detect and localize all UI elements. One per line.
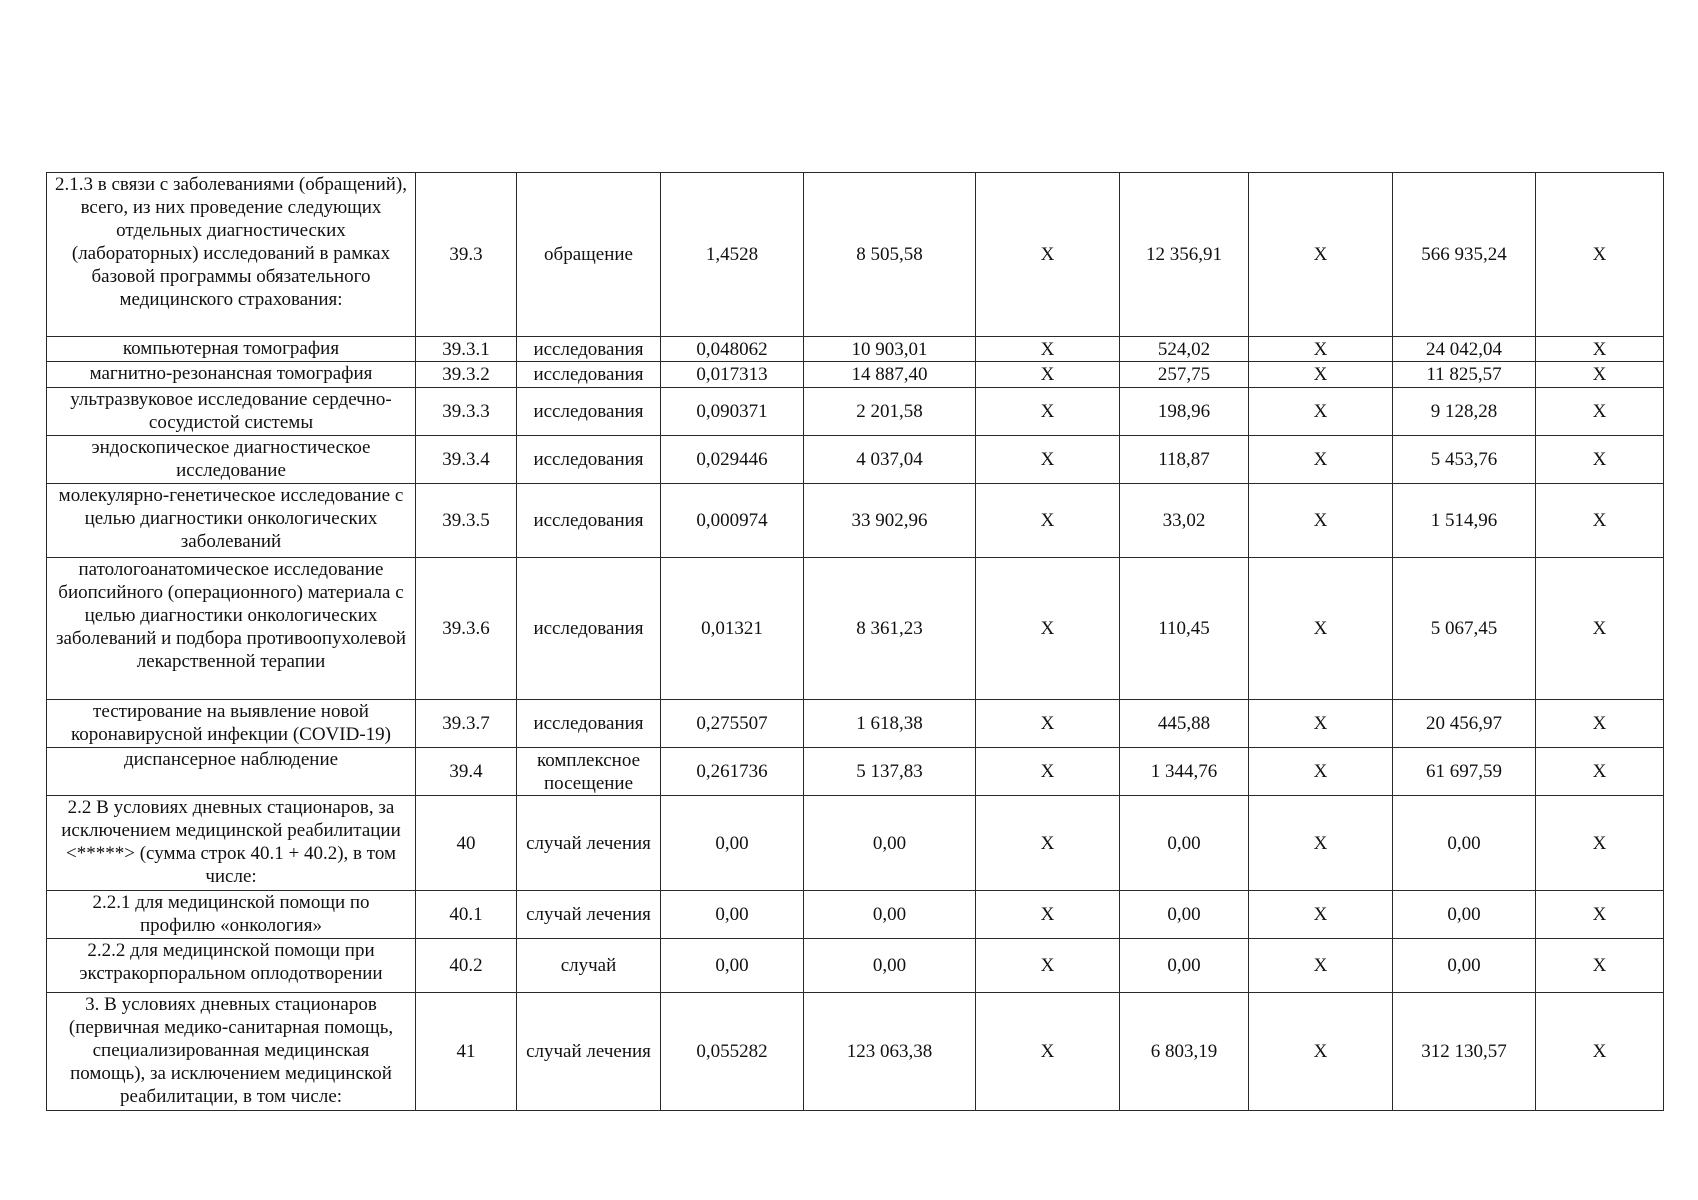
row-norm: 0,000974 [661, 484, 804, 558]
row-name: 2.1.3 в связи с заболеваниями (обращений), всего, из них проведение следующих отдельных диагностических (лабораторных) исследований в рамках базовой программы обязательного медицинского страхования: [47, 173, 416, 337]
row-col7: 6 803,19 [1120, 993, 1249, 1111]
row-col9: 566 935,24 [1393, 173, 1536, 337]
row-unit: случай лечения [517, 993, 661, 1111]
row-name: эндоскопическое диагностическое исследование [47, 436, 416, 484]
row-col8: X [1249, 436, 1393, 484]
row-col8: X [1249, 939, 1393, 993]
row-col10: X [1536, 993, 1664, 1111]
row-name: патологоанатомическое исследование биопсийного (операционного) материала с целью диагностики онкологических заболеваний и подбора противоопухолевой лекарственной терапии [47, 558, 416, 700]
row-col6: X [976, 796, 1120, 891]
row-col8: X [1249, 891, 1393, 939]
row-col6: X [976, 891, 1120, 939]
row-col9: 0,00 [1393, 796, 1536, 891]
row-col7: 0,00 [1120, 891, 1249, 939]
row-cost: 0,00 [804, 939, 976, 993]
row-col6: X [976, 337, 1120, 362]
row-col6: X [976, 436, 1120, 484]
row-unit: исследования [517, 484, 661, 558]
row-name: диспансерное наблюдение [47, 748, 416, 796]
row-col9: 9 128,28 [1393, 388, 1536, 436]
row-col6: X [976, 362, 1120, 388]
row-col6: X [976, 558, 1120, 700]
row-norm: 0,00 [661, 939, 804, 993]
row-col6: X [976, 484, 1120, 558]
row-code: 40 [416, 796, 517, 891]
row-col10: X [1536, 796, 1664, 891]
table-row [47, 436, 1664, 484]
row-norm: 0,275507 [661, 700, 804, 748]
row-col10: X [1536, 436, 1664, 484]
row-col6: X [976, 748, 1120, 796]
row-col9: 20 456,97 [1393, 700, 1536, 748]
row-code: 39.3.3 [416, 388, 517, 436]
row-cost: 8 361,23 [804, 558, 976, 700]
row-code: 39.3.1 [416, 337, 517, 362]
table-body [47, 173, 1664, 1111]
row-unit: исследования [517, 436, 661, 484]
row-name: магнитно-резонансная томография [47, 362, 416, 388]
table-row [47, 700, 1664, 748]
row-code: 39.4 [416, 748, 517, 796]
row-code: 40.1 [416, 891, 517, 939]
row-norm: 0,261736 [661, 748, 804, 796]
row-cost: 4 037,04 [804, 436, 976, 484]
table-row [47, 388, 1664, 436]
row-col9: 11 825,57 [1393, 362, 1536, 388]
row-name: 2.2 В условиях дневных стационаров, за исключением медицинской реабилитации <*****> (сумма строк 40.1 + 40.2), в том числе: [47, 796, 416, 891]
financing-table [46, 172, 1664, 1111]
row-col6: X [976, 173, 1120, 337]
row-col9: 24 042,04 [1393, 337, 1536, 362]
row-col8: X [1249, 558, 1393, 700]
row-unit: исследования [517, 700, 661, 748]
row-col9: 5 067,45 [1393, 558, 1536, 700]
row-unit: комплексное посещение [517, 748, 661, 796]
row-col6: X [976, 939, 1120, 993]
row-col8: X [1249, 337, 1393, 362]
row-col8: X [1249, 362, 1393, 388]
row-col7: 33,02 [1120, 484, 1249, 558]
row-col7: 198,96 [1120, 388, 1249, 436]
row-col10: X [1536, 337, 1664, 362]
row-col8: X [1249, 173, 1393, 337]
row-col10: X [1536, 173, 1664, 337]
row-name: 2.2.1 для медицинской помощи по профилю «онкология» [47, 891, 416, 939]
row-code: 40.2 [416, 939, 517, 993]
row-col10: X [1536, 700, 1664, 748]
table-row [47, 891, 1664, 939]
row-name: тестирование на выявление новой коронавирусной инфекции (COVID-19) [47, 700, 416, 748]
row-col9: 312 130,57 [1393, 993, 1536, 1111]
table-row [47, 748, 1664, 796]
table-row [47, 337, 1664, 362]
row-col6: X [976, 388, 1120, 436]
row-name: ультразвуковое исследование сердечно-сосудистой системы [47, 388, 416, 436]
row-unit: обращение [517, 173, 661, 337]
row-col9: 0,00 [1393, 891, 1536, 939]
row-name: 2.2.2 для медицинской помощи при экстракорпоральном оплодотворении [47, 939, 416, 993]
row-unit: исследования [517, 388, 661, 436]
row-col10: X [1536, 748, 1664, 796]
row-code: 39.3 [416, 173, 517, 337]
row-col8: X [1249, 484, 1393, 558]
row-col7: 110,45 [1120, 558, 1249, 700]
table-row [47, 362, 1664, 388]
row-norm: 1,4528 [661, 173, 804, 337]
row-col8: X [1249, 700, 1393, 748]
row-unit: исследования [517, 362, 661, 388]
row-code: 39.3.4 [416, 436, 517, 484]
row-col9: 5 453,76 [1393, 436, 1536, 484]
row-unit: исследования [517, 558, 661, 700]
row-col10: X [1536, 891, 1664, 939]
row-col9: 61 697,59 [1393, 748, 1536, 796]
row-code: 39.3.2 [416, 362, 517, 388]
row-norm: 0,090371 [661, 388, 804, 436]
table-row [47, 484, 1664, 558]
row-col10: X [1536, 388, 1664, 436]
row-code: 39.3.5 [416, 484, 517, 558]
row-unit: случай [517, 939, 661, 993]
row-cost: 0,00 [804, 891, 976, 939]
row-col9: 1 514,96 [1393, 484, 1536, 558]
row-unit: случай лечения [517, 891, 661, 939]
row-col8: X [1249, 796, 1393, 891]
row-col10: X [1536, 939, 1664, 993]
row-col7: 12 356,91 [1120, 173, 1249, 337]
row-unit: случай лечения [517, 796, 661, 891]
row-col6: X [976, 700, 1120, 748]
row-cost: 1 618,38 [804, 700, 976, 748]
table-row [47, 558, 1664, 700]
row-name: молекулярно-генетическое исследование с целью диагностики онкологических заболеваний [47, 484, 416, 558]
row-norm: 0,055282 [661, 993, 804, 1111]
row-cost: 0,00 [804, 796, 976, 891]
row-col6: X [976, 993, 1120, 1111]
row-code: 39.3.7 [416, 700, 517, 748]
row-cost: 8 505,58 [804, 173, 976, 337]
table-row [47, 173, 1664, 337]
row-cost: 14 887,40 [804, 362, 976, 388]
table-row [47, 939, 1664, 993]
row-code: 39.3.6 [416, 558, 517, 700]
row-cost: 2 201,58 [804, 388, 976, 436]
row-col10: X [1536, 484, 1664, 558]
row-col7: 445,88 [1120, 700, 1249, 748]
row-col8: X [1249, 993, 1393, 1111]
row-norm: 0,00 [661, 891, 804, 939]
row-name: 3. В условиях дневных стационаров (первичная медико-санитарная помощь, специализированная медицинская помощь), за исключением медицинской реабилитации, в том числе: [47, 993, 416, 1111]
row-col7: 0,00 [1120, 796, 1249, 891]
row-col7: 0,00 [1120, 939, 1249, 993]
table-row [47, 796, 1664, 891]
row-col7: 257,75 [1120, 362, 1249, 388]
row-cost: 33 902,96 [804, 484, 976, 558]
row-col7: 1 344,76 [1120, 748, 1249, 796]
row-cost: 5 137,83 [804, 748, 976, 796]
row-col7: 118,87 [1120, 436, 1249, 484]
row-col10: X [1536, 558, 1664, 700]
row-code: 41 [416, 993, 517, 1111]
row-col9: 0,00 [1393, 939, 1536, 993]
row-norm: 0,029446 [661, 436, 804, 484]
row-col8: X [1249, 388, 1393, 436]
table-row [47, 993, 1664, 1111]
row-col10: X [1536, 362, 1664, 388]
row-col8: X [1249, 748, 1393, 796]
row-unit: исследования [517, 337, 661, 362]
row-cost: 123 063,38 [804, 993, 976, 1111]
row-cost: 10 903,01 [804, 337, 976, 362]
row-norm: 0,017313 [661, 362, 804, 388]
row-col7: 524,02 [1120, 337, 1249, 362]
row-norm: 0,048062 [661, 337, 804, 362]
row-name: компьютерная томография [47, 337, 416, 362]
row-norm: 0,00 [661, 796, 804, 891]
row-norm: 0,01321 [661, 558, 804, 700]
